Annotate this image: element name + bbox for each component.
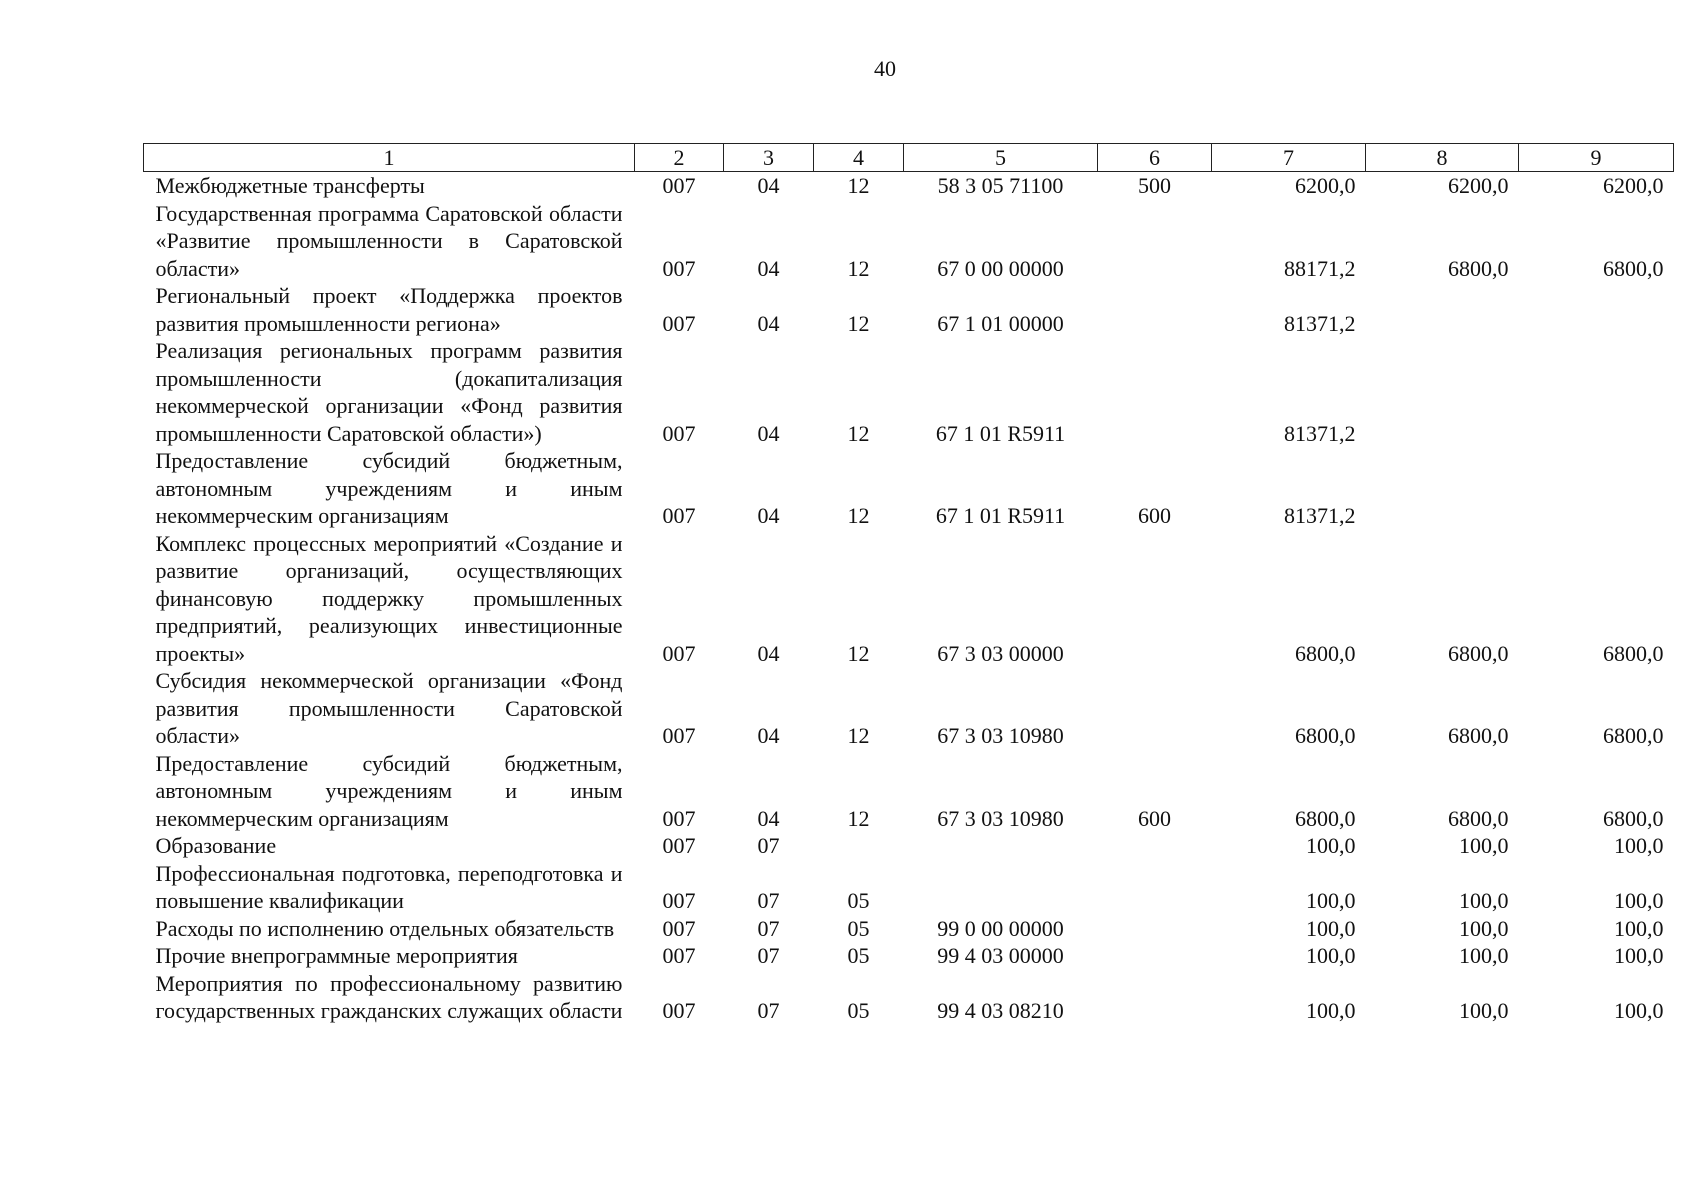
cell-target-article: 67 1 01 00000: [937, 310, 1064, 336]
cell-subsection: 12: [847, 723, 870, 748]
cell-sum-col9: 6200,0: [1603, 173, 1664, 198]
column-header-6: 6: [1098, 144, 1212, 172]
cell-expense-type: [1098, 282, 1212, 337]
table-row: [144, 832, 1674, 860]
cell-ministry-code: 007: [662, 943, 696, 968]
budget-table: [143, 143, 1674, 1025]
cell-subsection: 12: [847, 310, 870, 336]
cell-sum-col8: 100,0: [1459, 943, 1509, 968]
cell-ministry-code: 007: [662, 833, 696, 858]
cell-ministry-code: 007: [662, 503, 696, 528]
cell-section: 07: [757, 943, 780, 968]
table-row: [144, 667, 1674, 750]
cell-ministry-code: 007: [662, 255, 696, 281]
cell-section: 07: [757, 888, 780, 913]
cell-sum-col8: 6800,0: [1448, 723, 1509, 748]
cell-target-article: 99 4 03 08210: [937, 998, 1064, 1023]
cell-section: 04: [757, 640, 780, 666]
cell-sum-col9: 100,0: [1614, 915, 1664, 941]
cell-subsection: 12: [847, 805, 870, 831]
cell-description: Профессиональная подготовка, переподготовка и повышение квалификации: [155, 860, 623, 913]
cell-ministry-code: 007: [662, 723, 696, 748]
column-header-7: 7: [1212, 144, 1366, 172]
cell-sum-col7: 6200,0: [1295, 173, 1356, 198]
table-row: [144, 750, 1674, 833]
cell-expense-type: 500: [1138, 173, 1171, 198]
cell-description: Реализация региональных программ развития промышленности (докапитализация некоммерческой организации «Фонд развития промышленности Саратовской области»): [155, 338, 623, 446]
cell-section: 07: [757, 998, 780, 1023]
table-row: [144, 860, 1674, 915]
cell-section: 04: [757, 723, 780, 748]
cell-ministry-code: 007: [662, 173, 696, 198]
cell-description: Предоставление субсидий бюджетным, автономным учреждениям и иным некоммерческим организациям: [155, 448, 623, 528]
cell-description: Региональный проект «Поддержка проектов развития промышленности региона»: [155, 283, 623, 336]
cell-sum-col7: 100,0: [1306, 888, 1356, 913]
cell-section: 04: [757, 173, 780, 198]
cell-sum-col8: 100,0: [1459, 998, 1509, 1023]
cell-target-article: 58 3 05 71100: [937, 173, 1064, 198]
cell-ministry-code: 007: [662, 805, 696, 831]
cell-sum-col9: 100,0: [1614, 943, 1664, 968]
cell-description: Мероприятия по профессиональному развитию государственных гражданских служащих области: [155, 970, 623, 1023]
cell-target-article: 67 3 03 00000: [937, 640, 1064, 666]
cell-description: Предоставление субсидий бюджетным, автономным учреждениям и иным некоммерческим организациям: [155, 750, 623, 831]
cell-target-article: 67 1 01 R5911: [935, 503, 1066, 528]
cell-expense-type: 600: [1138, 503, 1171, 528]
cell-ministry-code: 007: [662, 420, 696, 446]
cell-sum-col8: 6800,0: [1448, 805, 1509, 831]
cell-sum-col8: [1366, 282, 1519, 337]
cell-description: Прочие внепрограммные мероприятия: [155, 943, 518, 968]
cell-sum-col7: 100,0: [1306, 998, 1356, 1023]
cell-target-article: [904, 832, 1098, 860]
cell-sum-col8: [1366, 337, 1519, 447]
cell-sum-col7: 100,0: [1306, 833, 1356, 858]
cell-ministry-code: 007: [662, 888, 696, 913]
cell-sum-col9: 6800,0: [1603, 723, 1664, 748]
cell-expense-type: [1098, 667, 1212, 750]
table-row: [144, 282, 1674, 337]
cell-sum-col9: [1519, 337, 1674, 447]
cell-sum-col7: 6800,0: [1295, 640, 1356, 666]
column-header-2: 2: [635, 144, 724, 172]
table-row: [144, 942, 1674, 970]
column-header-8: 8: [1366, 144, 1519, 172]
cell-section: 04: [757, 310, 780, 336]
cell-description: Субсидия некоммерческой организации «Фонд развития промышленности Саратовской области»: [155, 668, 623, 748]
cell-section: 04: [757, 503, 780, 528]
cell-subsection: 12: [847, 173, 870, 198]
cell-ministry-code: 007: [662, 640, 696, 666]
cell-description: Образование: [155, 833, 277, 858]
cell-subsection: 12: [847, 503, 870, 528]
cell-section: 07: [757, 833, 780, 858]
column-header-5: 5: [904, 144, 1098, 172]
cell-sum-col9: 100,0: [1614, 888, 1664, 913]
cell-description: Государственная программа Саратовской области «Развитие промышленности в Саратовской области»: [155, 200, 623, 281]
cell-sum-col7: 81371,2: [1284, 420, 1356, 446]
cell-sum-col7: 88171,2: [1284, 255, 1356, 281]
cell-sum-col8: 100,0: [1459, 833, 1509, 858]
cell-sum-col7: 81371,2: [1284, 310, 1356, 336]
table-row: [144, 970, 1674, 1025]
cell-sum-col9: 6800,0: [1603, 255, 1664, 281]
table-row: [144, 200, 1674, 283]
table-row: [144, 172, 1674, 200]
cell-sum-col9: [1519, 282, 1674, 337]
cell-sum-col7: 81371,2: [1284, 503, 1356, 528]
cell-subsection: 05: [847, 998, 870, 1023]
cell-expense-type: [1098, 970, 1212, 1025]
cell-sum-col7: 6800,0: [1295, 805, 1356, 831]
table-row: [144, 530, 1674, 668]
cell-description: Комплекс процессных мероприятий «Создание и развитие организаций, осуществляющих финансовую поддержку промышленных предприятий, реализующих инвестиционные проекты»: [155, 530, 623, 666]
column-header-3: 3: [724, 144, 814, 172]
cell-sum-col8: 100,0: [1459, 888, 1509, 913]
cell-sum-col7: 6800,0: [1295, 723, 1356, 748]
cell-description: Межбюджетные трансферты: [155, 173, 425, 198]
cell-sum-col8: [1366, 447, 1519, 530]
cell-subsection: [814, 832, 904, 860]
cell-section: 04: [757, 805, 780, 831]
cell-subsection: 12: [847, 420, 870, 446]
cell-subsection: 12: [847, 640, 870, 666]
cell-subsection: 05: [847, 943, 870, 968]
cell-expense-type: [1098, 832, 1212, 860]
column-header-1: 1: [144, 144, 635, 172]
cell-target-article: 99 4 03 00000: [937, 943, 1064, 968]
cell-subsection: 05: [847, 888, 870, 913]
cell-expense-type: 600: [1138, 805, 1171, 831]
cell-sum-col8: 6200,0: [1448, 173, 1509, 198]
table-row: [144, 447, 1674, 530]
cell-subsection: 05: [847, 915, 870, 941]
table-row: [144, 337, 1674, 447]
cell-sum-col8: 6800,0: [1448, 255, 1509, 281]
cell-sum-col9: 100,0: [1614, 833, 1664, 858]
column-header-4: 4: [814, 144, 904, 172]
cell-target-article: 67 0 00 00000: [937, 255, 1064, 281]
cell-expense-type: [1098, 860, 1212, 915]
cell-target-article: 67 3 03 10980: [937, 805, 1064, 831]
table-header-row: [144, 144, 1674, 172]
cell-target-article: 99 0 00 00000: [937, 915, 1064, 941]
cell-subsection: 12: [847, 255, 870, 281]
cell-section: 04: [757, 420, 780, 446]
cell-section: 04: [757, 255, 780, 281]
cell-section: 07: [757, 915, 780, 941]
cell-expense-type: [1098, 200, 1212, 283]
page-number: 40: [874, 56, 896, 81]
table-body: [144, 172, 1674, 1025]
cell-sum-col8: 6800,0: [1448, 640, 1509, 666]
cell-expense-type: [1098, 337, 1212, 447]
cell-sum-col9: 6800,0: [1603, 805, 1664, 831]
column-header-9: 9: [1519, 144, 1674, 172]
cell-expense-type: [1098, 915, 1212, 943]
cell-target-article: 67 1 01 R5911: [935, 420, 1066, 446]
cell-expense-type: [1098, 530, 1212, 668]
cell-ministry-code: 007: [662, 310, 696, 336]
cell-target-article: 67 3 03 10980: [937, 723, 1064, 748]
cell-description: Расходы по исполнению отдельных обязательств: [155, 915, 615, 941]
cell-target-article: [904, 860, 1098, 915]
cell-sum-col9: [1519, 447, 1674, 530]
cell-ministry-code: 007: [662, 998, 696, 1023]
table-row: [144, 915, 1674, 943]
cell-sum-col7: 100,0: [1306, 943, 1356, 968]
cell-ministry-code: 007: [662, 915, 696, 941]
cell-sum-col9: 6800,0: [1603, 640, 1664, 666]
cell-sum-col8: 100,0: [1459, 915, 1509, 941]
cell-sum-col9: 100,0: [1614, 998, 1664, 1023]
cell-expense-type: [1098, 942, 1212, 970]
cell-sum-col7: 100,0: [1306, 915, 1356, 941]
